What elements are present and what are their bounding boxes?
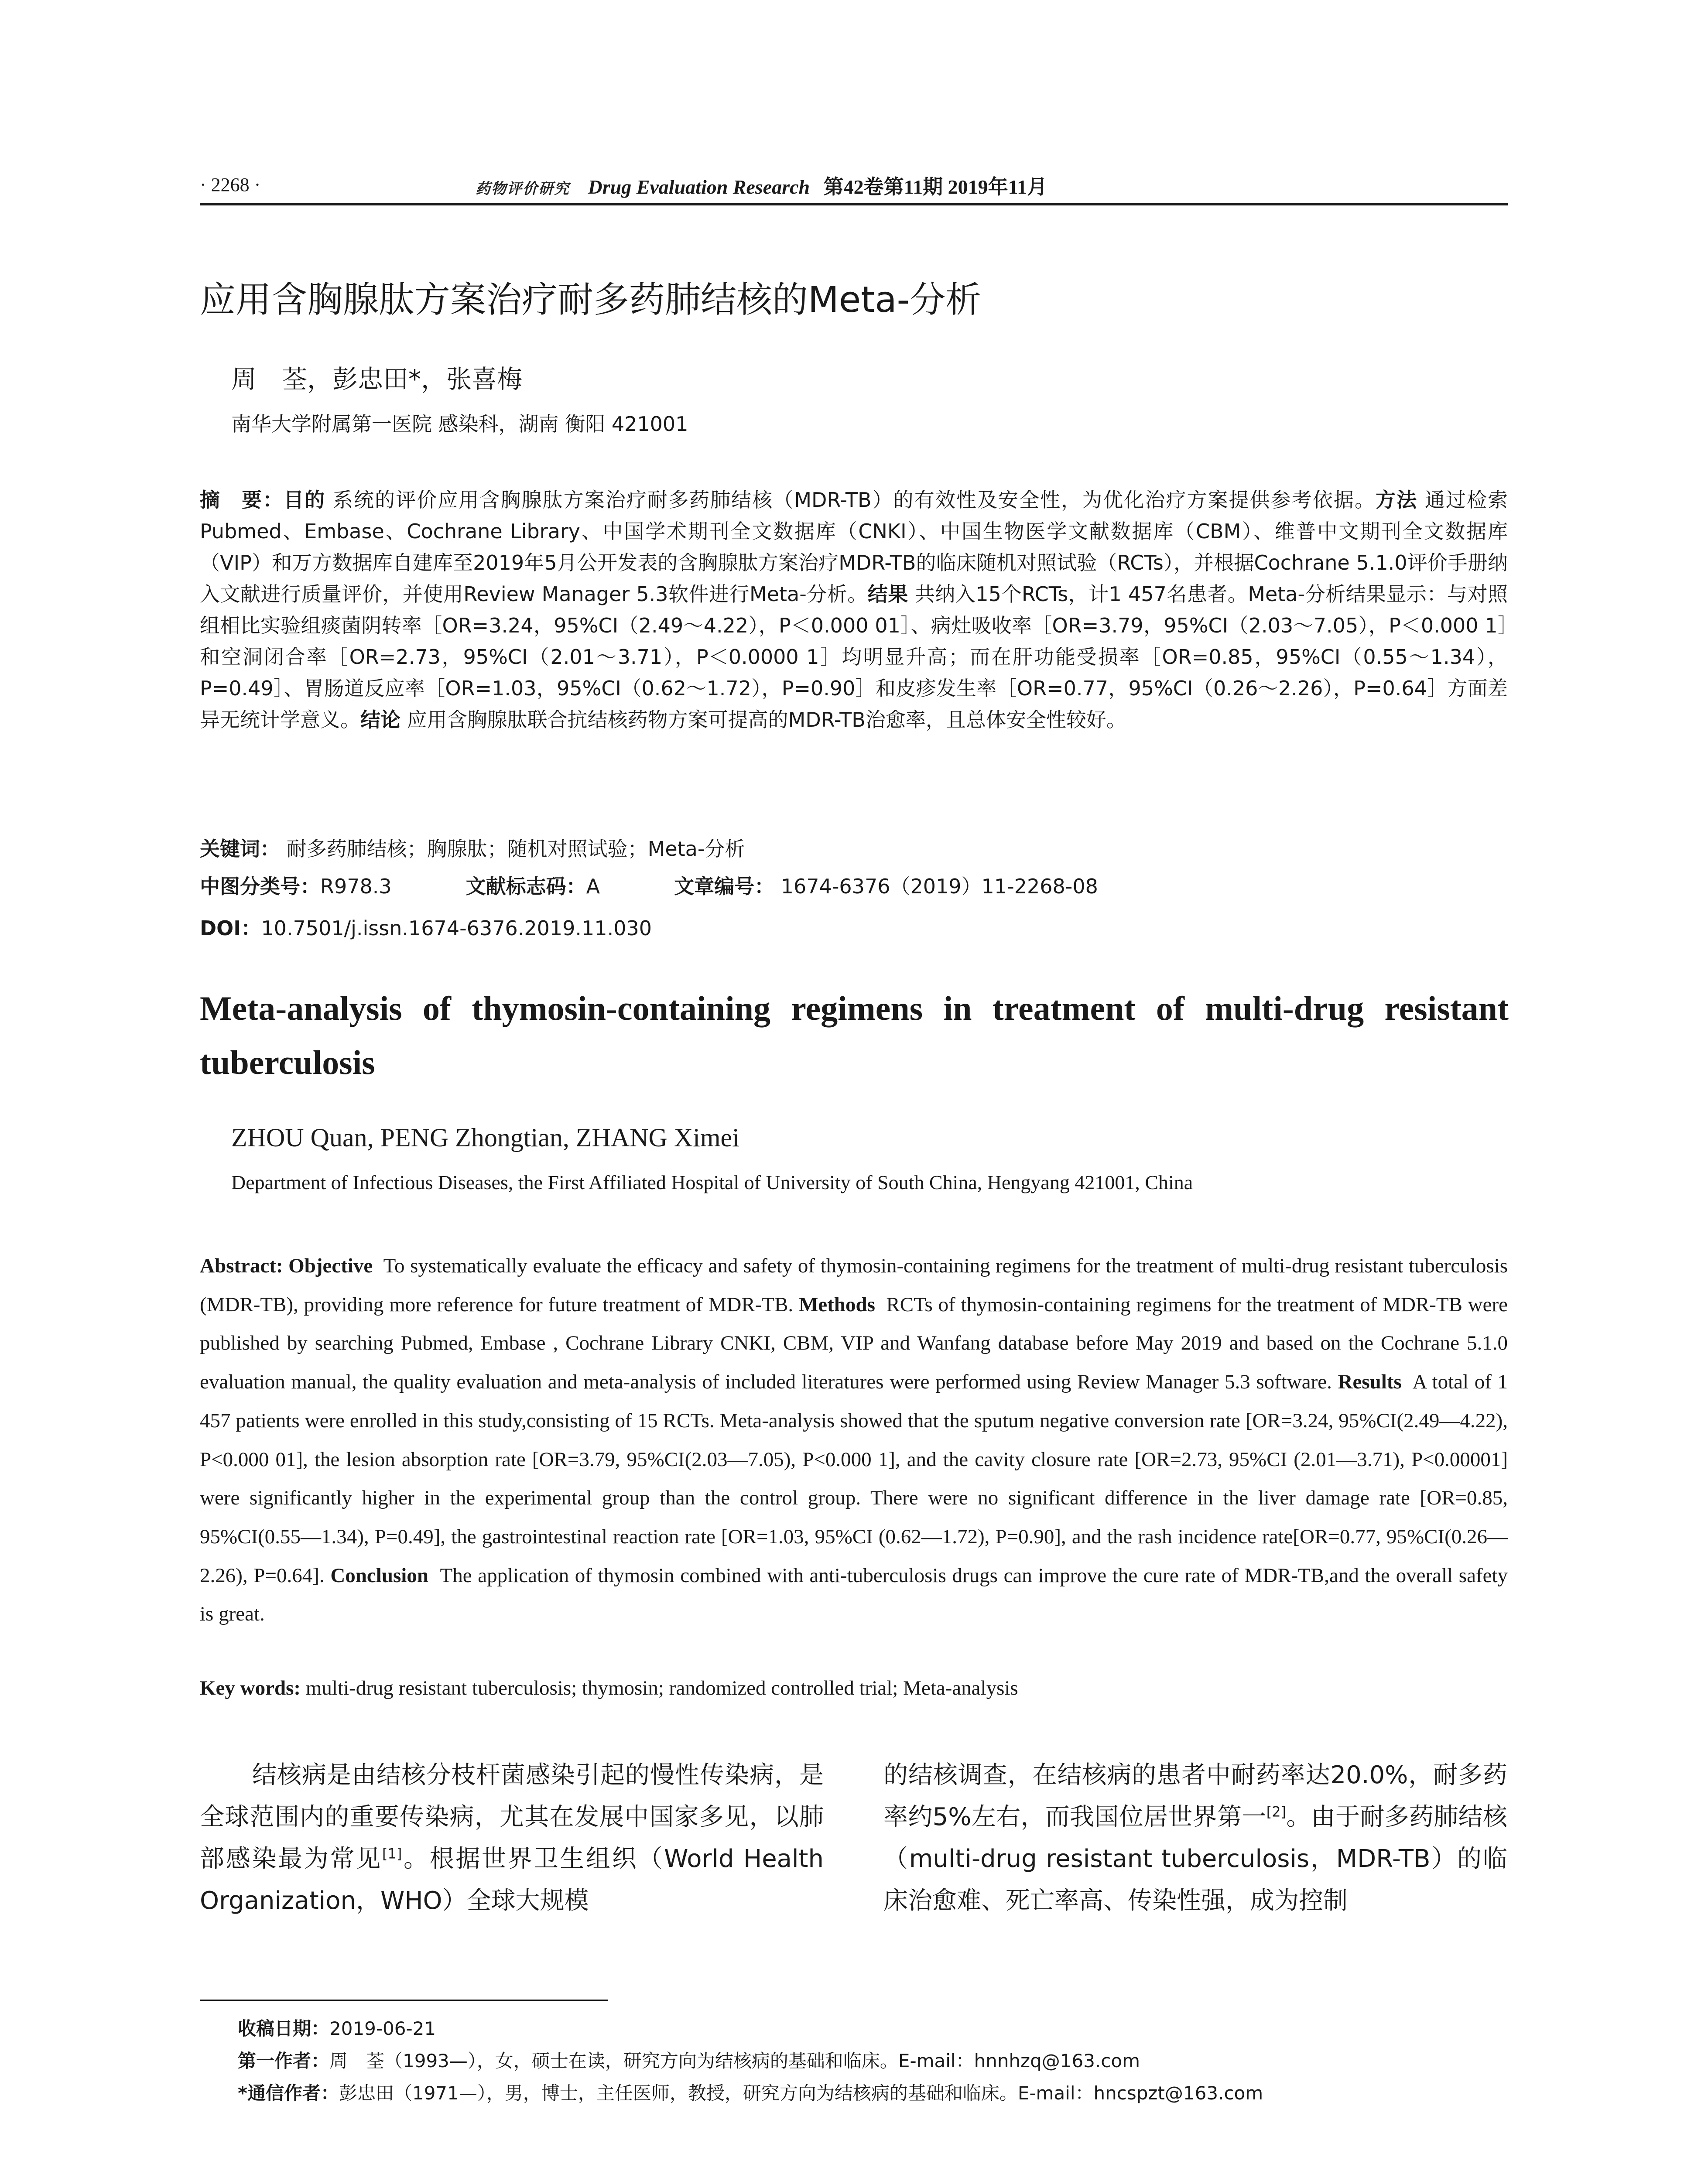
objective-label-cn: 目的 <box>284 488 326 512</box>
results-text-cn: 共纳入15个RCTs，计1 457名患者。Meta-分析结果显示：与对照组相比实验组痰菌阴转率［OR=3.24，95%CI（2.49～4.22），P＜0.000 01］、病灶吸收率［OR=3.79，95%CI（2.03～7.05），P＜0.000 1］和空洞闭合率［OR=2.73，95%CI（2.01～3.71），P＜0.0000 1］均明显升高；而在肝功能受损率［OR=0.85，95%CI（0.55～1.34），P=0.49］、胃肠道反应率［OR=1.03，95%CI（0.62～1.72），P=0.90］和皮疹发生率［OR=0.77，95%CI（0.26～2.26），P=0.64］方面差异无统计学意义。 <box>200 582 1508 732</box>
body-column-left <box>200 1754 824 1922</box>
doc-code-value: A <box>586 875 600 898</box>
footnote-corresponding-author <box>238 2079 1263 2105</box>
keywords-en <box>200 1676 1018 1700</box>
first-author-label: 第一作者： <box>238 2050 330 2072</box>
footnote-first-author <box>238 2047 1140 2073</box>
doi-line <box>200 913 652 941</box>
body-column-right <box>883 1754 1507 1922</box>
body-text-left: 结核病是由结核分枝杆菌感染引起的慢性传染病，是全球范围内的重要传染病，尤其在发展中国家多见，以肺部感染最为常见 <box>200 1761 824 1873</box>
abstract-cn <box>200 484 1508 735</box>
footnote-received <box>238 2014 436 2041</box>
keywords-cn <box>200 833 745 862</box>
citation-ref-2[interactable]: [2] <box>1266 1803 1287 1820</box>
objective-text-cn: 系统的评价应用含胸腺肽方案治疗耐多药肺结核（MDR-TB）的有效性及安全性，为优化治疗方案提供参考依据。 <box>333 488 1376 512</box>
affiliation-en: Department of Infectious Diseases, the First Affiliated Hospital of University of South China, Hengyang 421001, China <box>231 1171 1193 1193</box>
keywords-label-en: Key words: <box>200 1677 301 1699</box>
keywords-text-cn: 耐多药肺结核；胸腺肽；随机对照试验；Meta-分析 <box>286 837 745 861</box>
keywords-label-cn: 关键词： <box>200 837 280 861</box>
journal-logo: 药物评价研究 <box>476 181 570 197</box>
citation-ref-1[interactable]: [1] <box>382 1845 402 1862</box>
article-no-label: 文章编号： <box>674 875 775 898</box>
conclusion-text-en: The application of thymosin combined with anti-tuberculosis drugs can improve the cure rate of MDR-TB,and the overall safety is great. <box>200 1564 1508 1626</box>
affiliation-cn: 南华大学附属第一医院 感染科，湖南 衡阳 421001 <box>231 412 688 436</box>
paper-title-en: Meta-analysis of thymosin-containing regimens in treatment of multi-drug resistant tuberculosis <box>200 989 1509 1081</box>
running-header <box>476 171 1217 200</box>
results-label-en: Results <box>1338 1371 1402 1394</box>
methods-text-en: RCTs of thymosin-containing regimens for the treatment of MDR-TB were published by searching Pubmed, Embase , Cochrane Library CNKI, CBM, VIP and Wanfang database before May 2019 and based on the Cochrane 5.1.0 evaluation manual, the quality evaluation and meta-analysis of included literatures were performed using Review Manager 5.3 software. <box>200 1293 1508 1394</box>
doi-label: DOI： <box>200 916 261 940</box>
body-text-right: 的结核调查，在结核病的患者中耐药率达20.0%，耐多药率约5%左右，而我国位居世界第一 <box>883 1761 1507 1831</box>
methods-label-en: Methods <box>798 1293 875 1316</box>
header-rule <box>200 203 1508 205</box>
clc-value: R978.3 <box>320 875 392 898</box>
journal-issue: 第42卷第11期 2019年11月 <box>823 176 1047 198</box>
first-author-info: 周 荃（1993—），女，硕士在读，研究方向为结核病的基础和临床。E-mail：hnnhzq@163.com <box>329 2050 1140 2072</box>
received-label: 收稿日期： <box>238 2018 330 2039</box>
results-label-cn: 结果 <box>867 582 908 606</box>
authors-cn: 周 荃，彭忠田*，张喜梅 <box>231 364 523 394</box>
results-text-en: A total of 1 457 patients were enrolled in this study,consisting of 15 RCTs. Meta-analysis showed that the sputum negative conversion rate [OR=3.24, 95%CI(2.49—4.22), P<0.000 01], the lesion absorption rate [OR=3.79, 95%CI(2.03—7.05), P<0.000 1], and the cavity closure rate [OR=2.73, 95%CI (2.01—3.71), P<0.00001] were significantly higher in the experimental group than the control group. There were no significant difference in the liver damage rate [OR=0.85, 95%CI(0.55—1.34), P=0.49], the gastrointestinal reaction rate [OR=1.03, 95%CI (0.62—1.72), P=0.90], and the rash incidence rate[OR=0.77, 95%CI(0.26—2.26), P=0.64]. <box>200 1371 1508 1587</box>
abstract-label-cn: 摘 要： <box>200 488 284 512</box>
conclusion-label-en: Conclusion <box>330 1564 428 1587</box>
abstract-label-en: Abstract: <box>200 1255 283 1277</box>
conclusion-label-cn: 结论 <box>360 708 400 732</box>
footnote-rule <box>200 2000 608 2001</box>
body-text-right-cont: 。由于耐多药肺结核（multi-drug resistant tuberculosis，MDR-TB）的临床治愈难、死亡率高、传染性强，成为控制 <box>883 1803 1507 1915</box>
methods-text-cn: 通过检索Pubmed、Embase、Cochrane Library、中国学术期刊全文数据库（CNKI）、中国生物医学文献数据库（CBM）、维普中文期刊全文数据库（VIP）和万方数据库自建库至2019年5月公开发表的含胸腺肽方案治疗MDR-TB的临床随机对照试验（RCTs），并根据Cochrane 5.1.0评价手册纳入文献进行质量评价，并使用Review Manager 5.3软件进行Meta-分析。 <box>200 488 1508 606</box>
received-date: 2019-06-21 <box>329 2018 436 2039</box>
body-text-left-cont: 。根据世界卫生组织（World Health Organization，WHO）全球大规模 <box>200 1845 824 1915</box>
keywords-text-en: multi-drug resistant tuberculosis; thymosin; randomized controlled trial; Meta-analysis <box>305 1677 1018 1699</box>
journal-name: Drug Evaluation Research <box>588 176 810 198</box>
objective-text-en: To systematically evaluate the efficacy and safety of thymosin-containing regimens for the treatment of multi-drug resistant tuberculosis (MDR-TB), providing more reference for future treatment of MDR-TB. <box>200 1255 1508 1316</box>
authors-en: ZHOU Quan, PENG Zhongtian, ZHANG Ximei <box>231 1123 739 1152</box>
doi-value[interactable]: 10.7501/j.issn.1674-6376.2019.11.030 <box>261 916 652 940</box>
paper-title-cn: 应用含胸腺肽方案治疗耐多药肺结核的Meta-分析 <box>200 279 982 321</box>
clc-label: 中图分类号： <box>200 875 320 898</box>
conclusion-text-cn: 应用含胸腺肽联合抗结核药物方案可提高的MDR-TB治愈率，且总体安全性较好。 <box>407 708 1126 732</box>
abstract-en <box>200 1247 1508 1634</box>
methods-label-cn: 方法 <box>1376 488 1418 512</box>
classification-line <box>200 871 1098 899</box>
objective-label-en: Objective <box>288 1255 373 1277</box>
page-number: · 2268 · <box>200 174 261 195</box>
doc-code-label: 文献标志码： <box>466 875 586 898</box>
corresponding-info: 彭忠田（1971—），男，博士，主任医师，教授，研究方向为结核病的基础和临床。E-mail：hncspzt@163.com <box>339 2082 1263 2104</box>
article-no-value: 1674-6376（2019）11-2268-08 <box>780 875 1098 898</box>
corresponding-label: *通信作者： <box>238 2082 339 2104</box>
